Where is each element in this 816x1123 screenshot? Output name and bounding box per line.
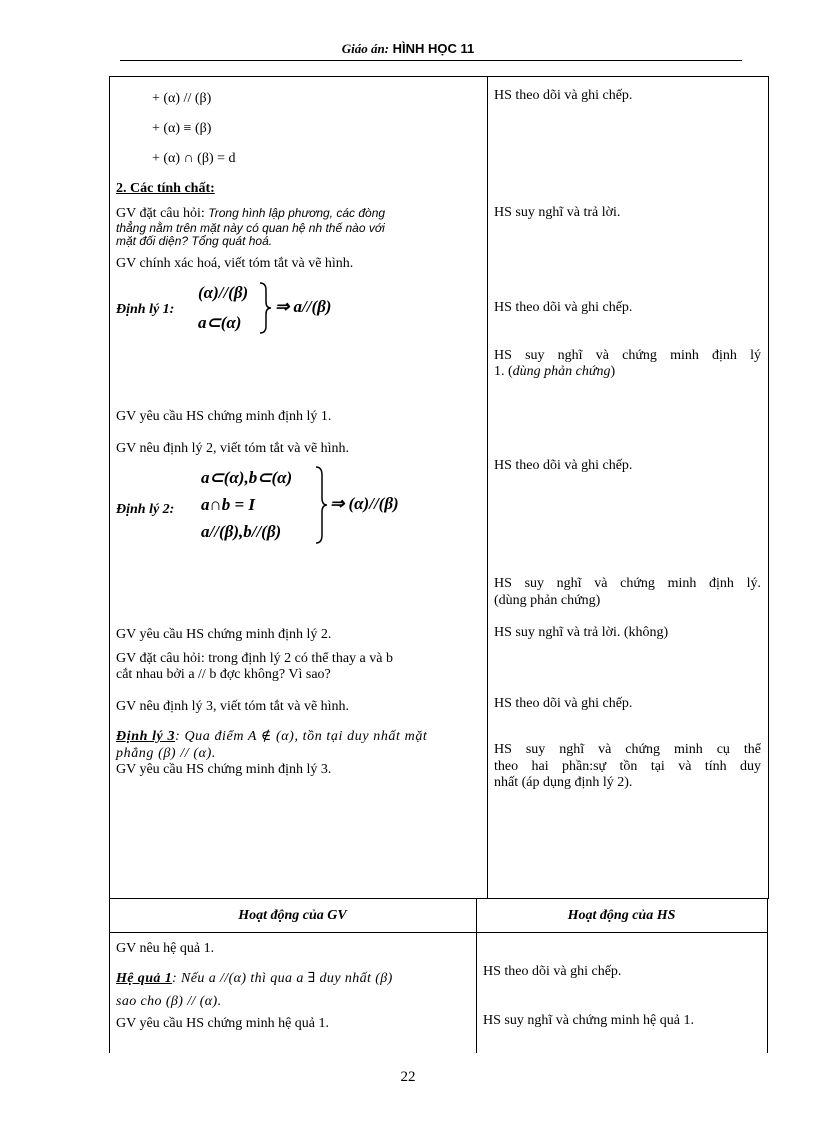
header-subject: HÌNH HỌC 11 (392, 41, 475, 56)
hs-corollary-response-2: HS suy nghĩ và chứng minh hệ quả 1. (483, 1013, 694, 1028)
table-2-top-border (109, 898, 768, 899)
column-header-gv: Hoạt động của GV (238, 908, 347, 923)
theorem-2-line-2: a∩b = I (201, 495, 256, 514)
gv-corollary-instruction: GV yêu cầu HS chứng minh hệ quả 1. (116, 1016, 330, 1031)
theorem-2-brace (314, 466, 328, 544)
hs-response-4-line-2 (494, 364, 615, 380)
table-2-header-rule (109, 932, 768, 933)
theorem-3-label: Định lý 3 (116, 729, 176, 744)
hs-response-9-line-2: theo hai phần:sự tồn tại và tính duy (494, 759, 761, 774)
gv-instruction-1: GV chính xác hoá, viết tóm tắt và vẽ hình. (116, 256, 354, 271)
theorem-1-label: Định lý 1: (116, 302, 175, 317)
theorem-3-line-2: phẳng (β) // (α). (116, 746, 216, 761)
hs-response-9-line-1: HS suy nghĩ và chứng minh cụ thể (494, 742, 761, 757)
theorem-2-line-3: a//(β),b//(β) (201, 522, 282, 541)
hs-response-4-method: dùng phản chứng (512, 364, 611, 379)
case-parallel: + (α) // (β) (152, 91, 212, 106)
header-label: Giáo án: (341, 41, 390, 56)
case-intersect: + (α) ∩ (β) = d (152, 151, 236, 166)
header-rule (120, 60, 742, 61)
hs-response-9-line-3: nhất (áp dụng định lý 2). (494, 775, 633, 790)
gv-question-2-line-1: GV đặt câu hỏi: trong định lý 2 có thể thay a và b (116, 651, 393, 666)
hs-response-1: HS theo dõi và ghi chếp. (494, 88, 633, 103)
hs-response-4-line-1: HS suy nghĩ và chứng minh định lý (494, 348, 761, 363)
hs-response-3: HS theo dõi và ghi chếp. (494, 300, 633, 315)
section-title: 2. Các tính chất: (116, 181, 215, 196)
hs-response-8: HS theo dõi và ghi chếp. (494, 696, 633, 711)
gv-instruction-3: GV nêu định lý 2, viết tóm tắt và vẽ hình. (116, 441, 350, 456)
question-1-text: Trong hình lập phương, các đòng (208, 206, 386, 220)
question-1-line-2: thẳng nằm trên mặt này có quan hệ nh thế nào với (116, 221, 385, 235)
question-1-line-3: mặt đối diện? Tổng quát hoá. (116, 234, 273, 248)
theorem-1-line-2: a⊂(α) (198, 313, 242, 332)
hs-corollary-response-1: HS theo dõi và ghi chếp. (483, 964, 622, 979)
table-1-column-divider (487, 76, 488, 898)
hs-response-7: HS suy nghĩ và trả lời. (không) (494, 625, 669, 640)
theorem-2-result: ⇒ (α)//(β) (330, 494, 399, 513)
hs-response-2: HS suy nghĩ và trả lời. (494, 205, 621, 220)
gv-question-2-line-2: cắt nhau bởi a // b đợc không? Vì sao? (116, 667, 331, 682)
corollary-1-line-1 (116, 970, 393, 987)
corollary-1-text: : Nếu a //(α) thì qua a ∃ duy nhất (β) (172, 971, 393, 986)
page-number: 22 (400, 1069, 416, 1085)
gv-instruction-2: GV yêu cầu HS chứng minh định lý 1. (116, 409, 332, 424)
theorem-1-result: ⇒ a//(β) (275, 297, 332, 316)
table-2-right-border (767, 898, 768, 1053)
theorem-2-label: Định lý 2: (116, 502, 175, 517)
question-1-line-1 (116, 206, 385, 222)
gv-corollary-intro: GV nêu hệ quả 1. (116, 941, 215, 956)
column-header-hs: Hoạt động của HS (567, 908, 676, 923)
theorem-1-line-1: (α)//(β) (198, 283, 249, 302)
hs-response-6-line-1: HS suy nghĩ và chứng minh định lý. (494, 576, 761, 591)
hs-response-5: HS theo dõi và ghi chếp. (494, 458, 633, 473)
hs-response-4-prefix: 1. ( (494, 364, 513, 379)
gv-instruction-6: GV yêu cầu HS chứng minh định lý 3. (116, 762, 332, 777)
theorem-3-line-1 (116, 728, 427, 745)
gv-instruction-5: GV nêu định lý 3, viết tóm tắt và vẽ hình. (116, 699, 350, 714)
hs-response-4-suffix: ) (610, 364, 616, 379)
page-header (0, 41, 816, 57)
theorem-3-text: : Qua điểm A ∉ (α), tồn tại duy nhất mặt (175, 729, 428, 744)
theorem-2-line-1: a⊂(α),b⊂(α) (201, 468, 293, 487)
gv-instruction-4: GV yêu cầu HS chứng minh định lý 2. (116, 627, 332, 642)
corollary-1-label: Hệ quả 1 (116, 971, 173, 986)
question-1-prefix: GV đặt câu hỏi: (116, 206, 205, 221)
theorem-1-brace (258, 282, 272, 334)
case-coincident: + (α) ≡ (β) (152, 121, 212, 136)
hs-response-6-line-2: (dùng phản chứng) (494, 593, 601, 608)
corollary-1-line-2: sao cho (β) // (α). (116, 994, 222, 1009)
